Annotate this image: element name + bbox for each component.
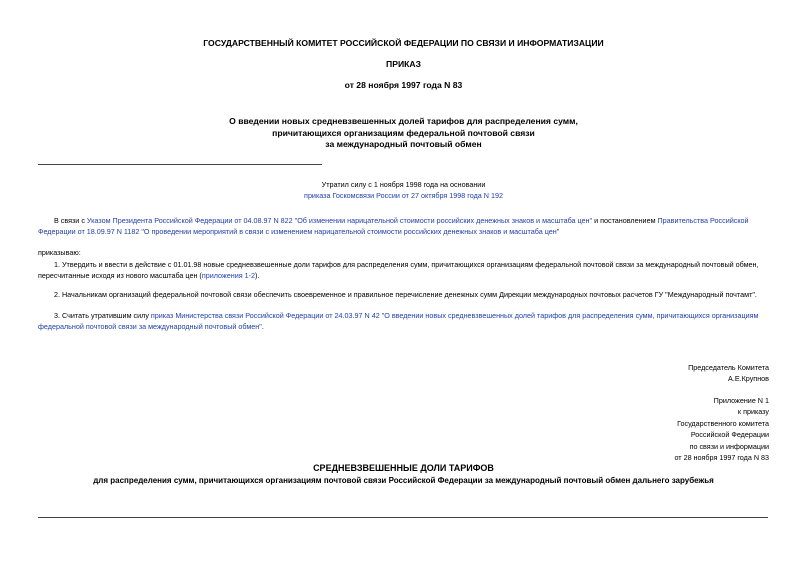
appendix-line: по связи и информации [689,441,769,451]
signature-block [688,362,769,385]
lost-force-text: Утратил силу с 1 ноября 1998 года на основании [321,180,486,189]
committee-header: ГОСУДАРСТВЕННЫЙ КОМИТЕТ РОССИЙСКОЙ ФЕДЕРАЦИИ ПО СВЯЗИ И ИНФОРМАТИЗАЦИИ [203,38,604,48]
appendix-heading: СРЕДНЕВЗВЕШЕННЫЕ ДОЛИ ТАРИФОВ [313,463,494,473]
title-line: за международный почтовый обмен [325,139,482,149]
signatory-name: А.Е.Крупнов [728,374,769,384]
appendix-line: Государственного комитета [677,418,769,428]
title-line: причитающихся организациям федеральной почтовой связи [272,127,535,138]
document-title [0,116,807,151]
appendix-subheading: для распределения сумм, причитающихся организациям почтовой связи Российской Федерации за международный почтовый обмен дальнего зарубежья [93,476,714,485]
government-resolution-link[interactable]: Правительства Российской Федерации от 18.09.97 N 1182 "О проведении мероприятий в связи с изменением нарицательной стоимости российских денежных знаков и масштаба цен" [38,216,749,236]
appendix-line: к приказу [737,407,769,417]
appendix-reference [674,395,769,463]
item-3-end: . [261,322,264,331]
item-2: 2. Начальникам организаций федеральной почтовой связи обеспечить своевременное и правильное перечисление денежных сумм Дирекции международных почтовых расчетов ГУ "Международный почтамт". [54,290,757,299]
title-divider [38,164,322,165]
bottom-divider [38,517,768,518]
item-1-text: 1. Утвердить и ввести в действие с 01.01.98 новые средневзвешенные доли тарифов для распределения сумм, причитающихся организациям федеральной почтовой связи за международный почтовый обмен, пересчитанные исходя из нового масштаба цен ( [38,260,759,280]
preamble-text: и постановлением [592,216,658,225]
ministry-order-link[interactable]: приказ Министерства связи Российской Федерации от 24.03.97 N 42 "О введении новых средневзвешенных долей тарифов для распределения сумм, причитающихся организациям федеральной почтовой связи за международный почтовый обмен" [38,311,759,331]
appendix-line: Приложение N 1 [713,396,769,405]
title-line: О введении новых средневзвешенных долей тарифов для распределения сумм, [229,116,578,126]
preamble-text: В связи с [54,216,87,225]
document-date: от 28 ноября 1997 года N 83 [344,80,463,90]
preamble-paragraph [38,215,773,237]
item-1-end: ). [255,271,260,280]
item-3-text: 3. Считать утратившим силу [54,311,151,320]
appendix-line: Российской Федерации [690,430,769,440]
item-1 [38,259,773,281]
order-word: приказываю: [38,248,81,257]
appendix-link[interactable]: приложения 1-2 [201,271,255,280]
appendix-line: от 28 ноября 1997 года N 83 [674,453,769,463]
status-note [0,179,807,202]
lost-force-link[interactable]: приказа Госкомсвязи России от 27 октября 1998 года N 192 [304,191,503,201]
presidential-decree-link[interactable]: Указом Президента Российской Федерации от 04.08.97 N 822 "Об изменении нарицательной стоимости российских денежных знаков и масштаба цен" [86,216,593,225]
document-type: ПРИКАЗ [386,59,421,69]
item-3 [38,310,773,332]
signatory-position: Председатель Комитета [688,363,769,372]
